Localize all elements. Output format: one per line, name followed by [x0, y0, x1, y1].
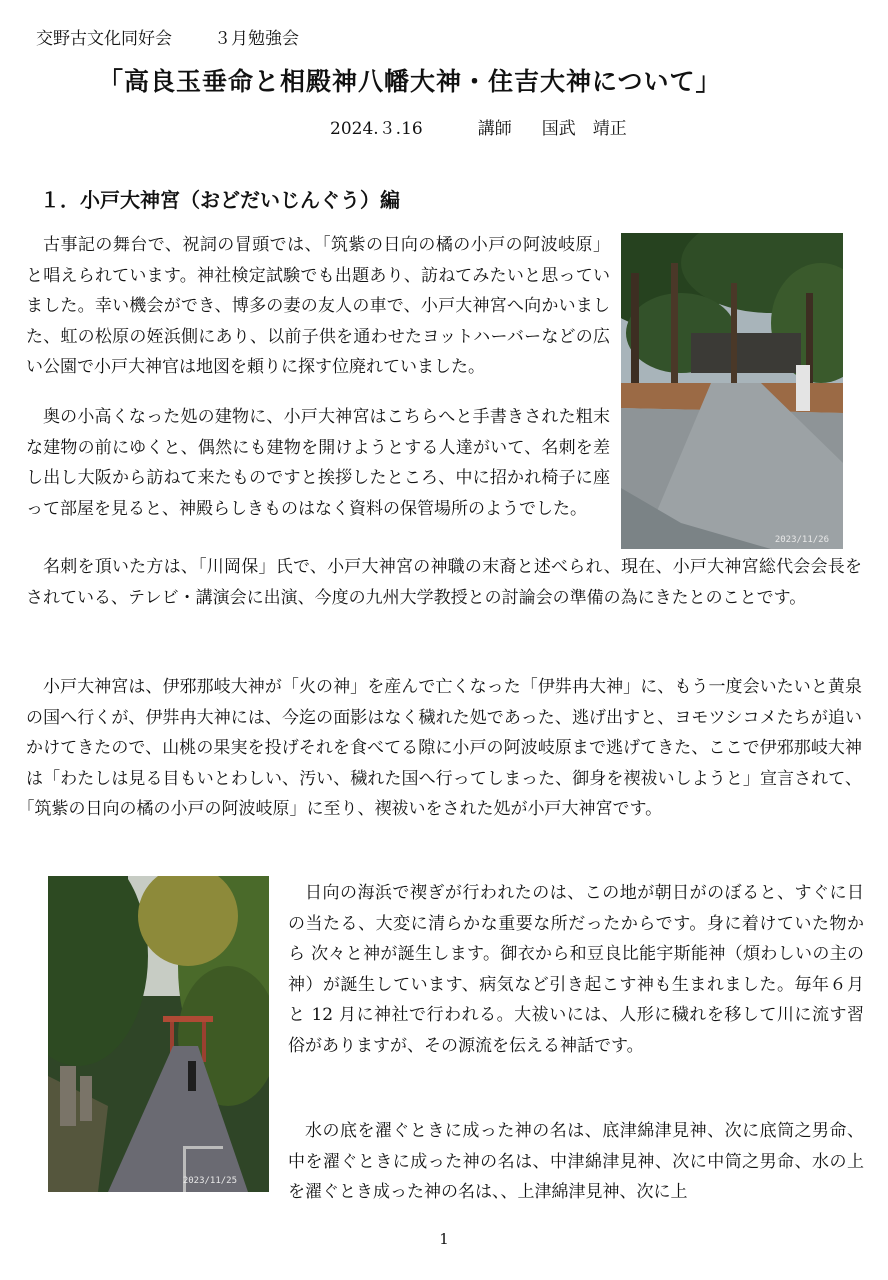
document-title: 「高良玉垂命と相殿神八幡大神・住吉大神について」 [98, 67, 722, 96]
shrine-grounds-illustration [621, 233, 843, 549]
shrine-path-illustration [48, 876, 269, 1192]
shrine-path-photo [48, 876, 269, 1192]
date-lecturer-line [330, 114, 627, 139]
lecture-date: 2024.３.16 [330, 119, 423, 139]
paragraph-meishi: 名刺を頂いた方は、｢川岡保」氏で、小戸大神宮の神職の末裔と述べられ、現在、小戸大神宮総代会会長をされている、テレビ・講演会に出演、今度の九州大学教授との討論会の準備の為にきたとのことです。 [26, 557, 862, 608]
paragraph-visit: 奥の小高くなった処の建物に、小戸大神宮はこちらへと手書きされた粗末な建物の前にゆくと、偶然にも建物を開けようとする人達がいて、名刺を差し出し大阪から訪ねて来たものですと挨拶したところ、中に招かれ椅子に座って部屋を見ると、神殿らしきものはなく資料の保管場所のようでした。 [26, 407, 610, 519]
shrine-grounds-photo [621, 233, 843, 549]
paragraph-gods: 水の底を濯ぐときに成った神の名は、底津綿津見神、次に底筒之男命、中を濯ぐときに成った神の名は、中津綿津見神、次に中筒之男命、水の上を濯ぐとき成った神の名は、、上津綿津見神、次に上 [288, 1121, 864, 1202]
photo-timestamp: 2023/11/25 [182, 1176, 237, 1186]
page-number: 1 [439, 1230, 449, 1248]
club-name: 交野古文化同好会 [36, 29, 172, 49]
paragraph-intro: 古事記の舞台で、祝詞の冒頭では、｢筑紫の日向の橘の小戸の阿波岐原」と唱えられています。神社検定試験でも出題あり、訪ねてみたいと思っていました。幸い機会ができ、博多の妻の友人の車で、小戸大神宮へ向かいました、虹の松原の姪浜側にあり、以前子供を通わせたヨットハーバーなどの広い公園で小戸大神官は地図を頼りに探す位廃れていました。 [26, 235, 610, 377]
section-heading: １．小戸大神宮（おどだいじんぐう）編 [40, 188, 400, 212]
lecturer-name: 国武 靖正 [541, 119, 627, 139]
photo-timestamp: 2023/11/26 [774, 535, 829, 545]
lecturer-label: 講師 [477, 119, 512, 139]
paragraph-misogi: 日向の海浜で禊ぎが行われたのは、この地が朝日がのぼると、すぐに日の当たる、大変に清らかな重要な所だったからです。身に着けていた物から 次々と神が誕生します。御衣から和豆良比能宇斯能神（煩わしいの主の神）が誕生しています、病気など引き起こす神も生まれました。毎年６月と 12 月に神社で行われる。大祓いには、人形に穢れを移して川に流す習俗がありますが、その源流を伝える神話です。 [288, 883, 864, 1056]
club-session-line [36, 24, 299, 49]
paragraph-myth: 小戸大神宮は、伊邪那岐大神が「火の神」を産んで亡くなった「伊弉冉大神」に、もう一度会いたいと黄泉の国へ行くが、伊弉冉大神には、今迄の面影はなく穢れた処であった、逃げ出すと、ヨモツシコメたちが追いかけてきたので、山桃の果実を投げそれを食べてる隙に小戸の阿波岐原まで逃げてきた、ここで伊邪那岐大神は「わたしは見る目もいとわしい、汚い、穢れた国へ行ってしまった、御身を禊祓いしようと」宣言されて、｢筑紫の日向の橘の小戸の阿波岐原」に至り、禊祓いをされた処が小戸大神宮です。 [26, 677, 862, 819]
session-name: ３月勉強会 [214, 29, 299, 49]
